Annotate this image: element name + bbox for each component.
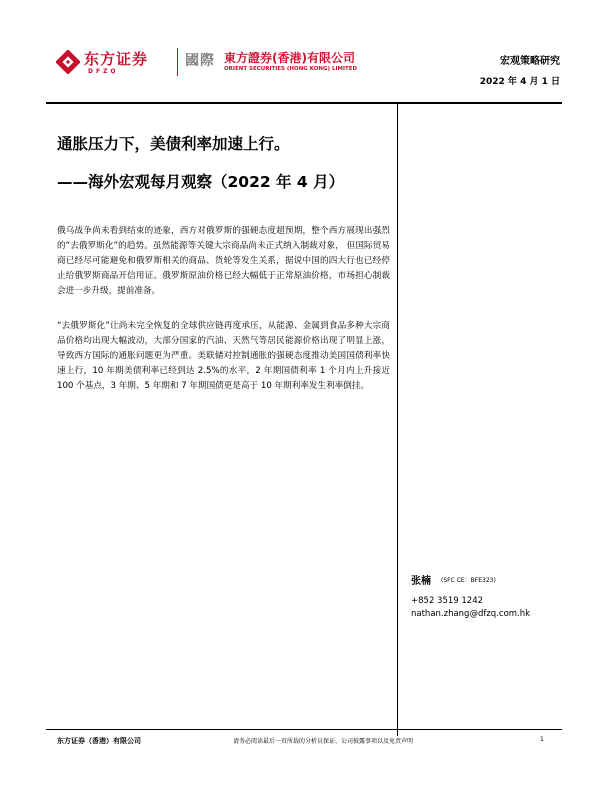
- author-certification: (SFC CE：BFE323): [441, 577, 496, 584]
- company-logo-icon: [56, 50, 80, 74]
- author-phone: +852 3519 1242: [411, 596, 484, 606]
- logo-hk-company-name: 東方證券(香港)有限公司: [224, 51, 355, 65]
- report-date: 2022 年 4 月 1 日: [479, 77, 560, 87]
- report-type: 宏观策略研究: [500, 56, 560, 67]
- report-subtitle: ——海外宏观每月观察（2022 年 4 月）: [57, 173, 345, 191]
- report-title: 通胀压力下，美债利率加速上行。: [57, 135, 290, 153]
- page-number: 1: [540, 736, 544, 743]
- logo-international: 國際: [185, 53, 215, 69]
- logo-divider: [177, 48, 178, 76]
- body-paragraph: “去俄罗斯化”让尚未完全恢复的全球供应链再度承压，从能源、金属到食品多种大宗商品价格均出现大幅波动，大部分国家的汽油、天然气等居民能源价格出现了明显上涨，导致西方国际的通胀问题更为严重。美联储对控制通胀的强硬态度推动美国国债利率快速上行，10 年期美债利率已经到达 2.5%的水平，2 年期国债利率 1 个月内上升接近 100 个基点，3 年期、5 年期和 7 年期国债更是高于 10 年期利率发生利率倒挂。: [57, 321, 390, 391]
- footer-company: 东方证券（香港）有限公司: [57, 737, 141, 745]
- author-email[interactable]: nathan.zhang@dfzq.com.hk: [411, 609, 531, 619]
- logo-hk-company-name-en: ORIENT SECURITIES (HONG KONG) LIMITED: [224, 66, 358, 72]
- body-paragraph: 俄乌战争尚未看到结束的迹象，西方对俄罗斯的强硬态度超预期，整个西方展现出强烈的“去俄罗斯化”的趋势。虽然能源等关键大宗商品尚未正式纳入制裁对象， 但国际贸易商已经尽可能避免和俄罗斯相关的商品、货轮等发生关系，据说中国的四大行也已经停止给俄罗斯商品开信用证。俄罗斯原油价格已经大幅低于正常原油价格，市场担心制裁会进一步升级，提前准备。: [57, 226, 390, 296]
- logo-company-name: 东方证券: [84, 50, 149, 68]
- footer-disclaimer: 请务必阅读最后一页所载的分析员保证、公司披露事项以及免责声明: [233, 738, 414, 745]
- header-divider: [46, 102, 562, 104]
- author-name: 张楠: [411, 576, 431, 587]
- column-divider: [397, 102, 398, 736]
- footer-divider: [46, 729, 562, 730]
- logo-pinyin: DFZQ: [88, 68, 119, 75]
